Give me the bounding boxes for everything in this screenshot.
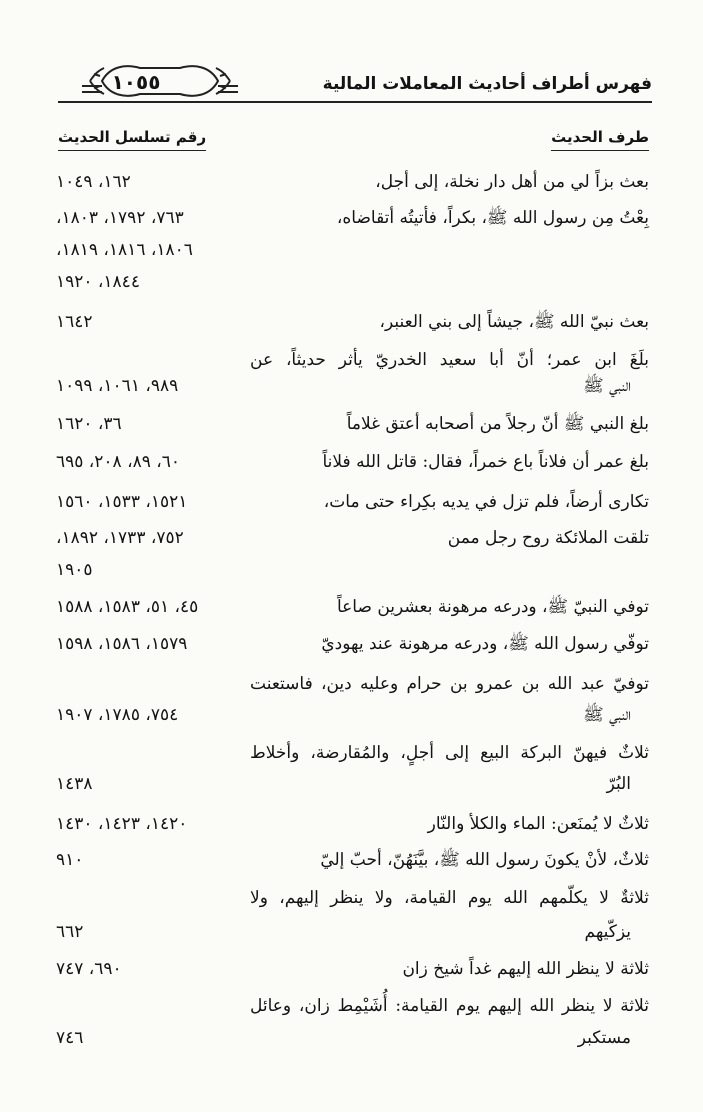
hadith-text: بلغ النبي ﷺ أنّ رجلاً من أصحابه أعتق غلاماً xyxy=(346,414,649,434)
hadith-text: بلغ عمر أن فلاناً باع خمراً، فقال: قاتل الله فلاناً xyxy=(322,452,649,472)
header-rule xyxy=(58,101,652,103)
hadith-text: توفي النبيّ ﷺ، ودرعه مرهونة بعشرين صاعاً xyxy=(336,597,649,617)
hadith-refs: ٦٩٠، ٧٤٧ xyxy=(56,959,122,979)
hadith-refs: ٧٤٦ xyxy=(56,1028,84,1048)
hadith-refs: ١٥٧٩، ١٥٨٦، ١٥٩٨ xyxy=(56,634,188,654)
hadith-refs: ١٤٣٨ xyxy=(56,774,93,794)
hadith-refs: ٧٥٢، ١٧٣٣، ١٨٩٢، xyxy=(56,528,184,548)
hadith-text: بِعْتُ مِن رسول الله ﷺ، بكراً، فأتيتُه أتقاضاه، xyxy=(336,208,649,228)
column-header-reference: رقم تسلسل الحديث xyxy=(58,128,206,151)
hadith-text-cont: النبي ﷺ xyxy=(583,705,631,725)
hadith-text: توفّي رسول الله ﷺ، ودرعه مرهونة عند يهوديّ xyxy=(321,634,649,654)
hadith-refs: ١٨٤٤، ١٩٢٠ xyxy=(56,272,140,292)
column-header-hadith: طرف الحديث xyxy=(551,128,649,151)
hadith-refs: ٦٦٢ xyxy=(56,922,84,942)
hadith-refs: ٦٠، ٨٩، ٢٠٨، ٦٩٥ xyxy=(56,452,181,472)
hadith-text: ثلاثةٌ لا يكلّمهم الله يوم القيامة، ولا ينظر إليهم، ولا xyxy=(250,888,649,908)
hadith-text: ثلاثة لا ينظر الله إليهم غداً شيخ زان xyxy=(402,959,649,979)
hadith-refs: ١٨٠٦، ١٨١٦، ١٨١٩، xyxy=(56,240,193,260)
hadith-text-cont: النبي ﷺ xyxy=(583,376,631,396)
hadith-refs: ١٩٠٥ xyxy=(56,560,93,580)
hadith-refs: ٩١٠ xyxy=(56,850,84,870)
hadith-text: تكارى أرضاً، فلم تزل في يديه بكِراء حتى مات، xyxy=(323,492,649,512)
hadith-refs: ١٦٢، ١٠٤٩ xyxy=(56,172,131,192)
hadith-text: ثلاثٌ، لأنْ يكونَ رسول الله ﷺ، بيَّنَهُنّ، أحبّ إليّ xyxy=(320,850,649,870)
hadith-text-cont: البُرّ xyxy=(606,774,631,794)
hadith-text: توفيّ عبد الله بن عمرو بن حرام وعليه دين، فاستعنت xyxy=(250,674,649,694)
hadith-text: بعث نبيّ الله ﷺ، جيشاً إلى بني العنبر، xyxy=(379,312,649,332)
page-header xyxy=(58,62,652,102)
hadith-text: ثلاثٌ فيهنّ البركة البيع إلى أجلٍ، والمُقارضة، وأخلاط xyxy=(250,743,649,763)
hadith-refs: ١٦٤٢ xyxy=(56,312,93,332)
hadith-text: بعث بزاً لي من أهل دار نخلة، إلى أجل، xyxy=(375,172,649,192)
hadith-refs: ٧٦٣، ١٧٩٢، ١٨٠٣، xyxy=(56,208,184,228)
hadith-refs: ٤٥، ٥١، ١٥٨٣، ١٥٨٨ xyxy=(56,597,199,617)
hadith-text: بلَغَ ابن عمر؛ أنّ أبا سعيد الخدريّ يأثر حديثاً، عن xyxy=(250,350,649,370)
hadith-text: ثلاثة لا ينظر الله إليهم يوم القيامة: أُشَيْمِط زان، وعائل xyxy=(250,996,649,1016)
hadith-text: تلقت الملائكة روح رجل ممن xyxy=(447,528,649,548)
hadith-text-cont: يزكّيهم xyxy=(584,922,631,942)
hadith-refs: ٧٥٤، ١٧٨٥، ١٩٠٧ xyxy=(56,705,179,725)
running-title: فهرس أطراف أحاديث المعاملات المالية xyxy=(322,74,652,94)
page-number: ١٠٥٥ xyxy=(111,70,161,94)
hadith-refs: ١٥٢١، ١٥٣٣، ١٥٦٠ xyxy=(56,492,188,512)
hadith-text-cont: مستكبر xyxy=(577,1028,631,1048)
hadith-text: ثلاثٌ لا يُمنَعن: الماء والكلأ والنّار xyxy=(427,814,649,834)
hadith-refs: ١٤٢٠، ١٤٢٣، ١٤٣٠ xyxy=(56,814,188,834)
hadith-refs: ٩٨٩، ١٠٦١، ١٠٩٩ xyxy=(56,376,179,396)
hadith-refs: ٣٦، ١٦٢٠ xyxy=(56,414,122,434)
